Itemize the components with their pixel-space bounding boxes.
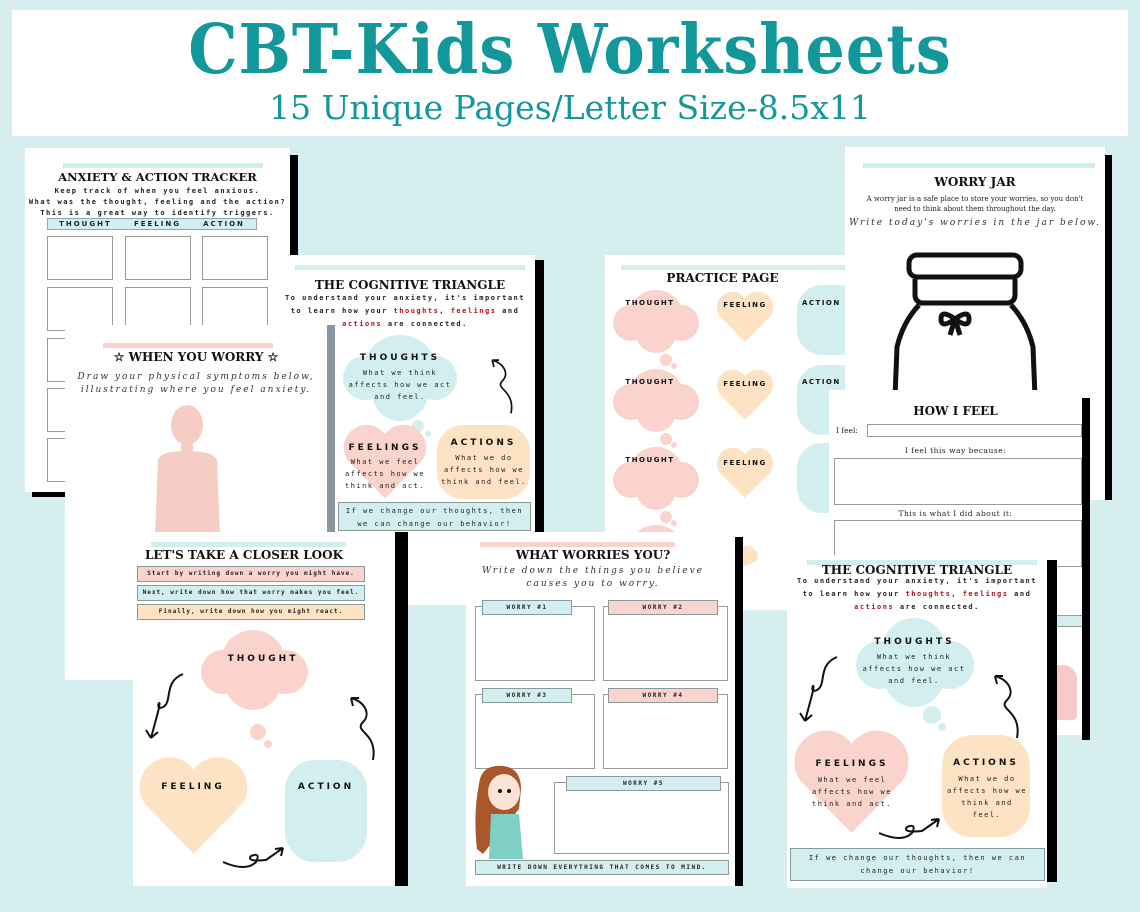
footer-note: If we change our thoughts, then we can change our behavior! — [790, 848, 1045, 881]
page-what-worries-you — [466, 532, 735, 886]
intro-line: to learn how your thoughts, feelings and — [290, 307, 520, 315]
page-title: HOW I FEEL — [913, 404, 998, 418]
tracker-cell[interactable] — [125, 236, 191, 280]
instruction: This is a great way to identify triggers. — [40, 209, 275, 217]
page-shadow — [1047, 560, 1057, 882]
arrow-icon — [797, 655, 847, 725]
feeling-label: FEELING — [723, 459, 767, 467]
feeling-label: FEELING — [161, 782, 225, 792]
thoughts-label: THOUGHTS — [874, 637, 955, 647]
actions-desc: What we do affects how we think and feel. — [946, 775, 1027, 819]
intro-line: To understand your anxiety, it's important — [796, 577, 1037, 585]
title-bar — [621, 265, 850, 270]
page-title: ☆ WHEN YOU WORRY ☆ — [113, 350, 279, 364]
tracker-cell[interactable] — [47, 236, 113, 280]
footer-note: If we change our thoughts, then we can change our behavior! — [338, 502, 531, 531]
page-cognitive-triangle-2 — [787, 555, 1047, 888]
title-bar — [480, 542, 675, 547]
arrow-icon — [485, 355, 520, 415]
action-label: ACTION — [802, 378, 841, 386]
tracker-cell[interactable] — [202, 236, 268, 280]
instruction: illustrating where you feel anxiety. — [80, 385, 312, 395]
instruction: What was the thought, feeling and the action? — [28, 198, 287, 206]
actions-desc: What we do affects how we think and feel. — [441, 454, 527, 486]
thoughts-label: THOUGHTS — [359, 353, 441, 363]
because-input[interactable] — [834, 458, 1082, 505]
feelings-label: FEELINGS — [815, 759, 889, 769]
i-feel-label: I feel: — [836, 426, 858, 435]
page-shadow — [1104, 155, 1112, 500]
worry-box-5[interactable] — [554, 782, 729, 854]
page-title: PRACTICE PAGE — [666, 271, 779, 285]
action-label: ACTION — [802, 299, 841, 307]
thought-label: THOUGHT — [227, 654, 299, 664]
action-blob — [285, 760, 367, 862]
feeling-heart-icon — [710, 363, 780, 423]
step-2: Next, write down how that worry makes you feel. — [137, 585, 365, 601]
feeling-heart-icon — [710, 441, 780, 501]
column-action: ACTION — [203, 220, 245, 228]
feeling-label: FEELING — [723, 380, 767, 388]
title-bar — [863, 163, 1095, 168]
thought-cloud-icon — [198, 627, 318, 747]
worry-label-1: WORRY #1 — [482, 600, 572, 615]
worry-box-3[interactable] — [475, 694, 595, 769]
feeling-label: FEELING — [723, 301, 767, 309]
step-1: Start by writing down a worry you might have. — [137, 566, 365, 582]
page-title: THE COGNITIVE TRIANGLE — [314, 278, 506, 292]
banner — [12, 10, 1128, 136]
worry-box-4[interactable] — [603, 694, 728, 769]
actions-label: ACTIONS — [450, 438, 517, 448]
girl-illustration — [471, 764, 531, 859]
instruction: causes you to worry. — [526, 579, 660, 589]
worry-label-5: WORRY #5 — [566, 776, 721, 791]
thoughts-desc: What we think affects how we act and feel. — [862, 653, 966, 685]
worry-box-2[interactable] — [603, 606, 728, 681]
feelings-desc: What we feel affects how we think and act. — [344, 458, 425, 490]
column-feeling: FEELING — [133, 220, 181, 228]
action-label: ACTION — [297, 782, 355, 792]
worry-label-3: WORRY #3 — [482, 688, 572, 703]
instruction: Draw your physical symptoms below, — [77, 372, 315, 382]
feelings-desc: What we feel affects how we think and act. — [811, 776, 892, 808]
thought-label: THOUGHT — [625, 378, 675, 386]
description: A worry jar is a safe place to store your worries, so you don't need to think about them throughout the day. — [866, 195, 1084, 213]
instruction: Write today's worries in the jar below. — [849, 218, 1101, 228]
arrow-icon — [343, 692, 383, 762]
intro-line: actions are connected. — [854, 603, 980, 611]
did-label: This is what I did about it: — [898, 509, 1013, 518]
column-thought: THOUGHT — [59, 220, 112, 228]
footer-note: WRITE DOWN EVERYTHING THAT COMES TO MIND. — [475, 860, 729, 875]
body-silhouette-icon — [150, 405, 225, 535]
page-title: ANXIETY & ACTION TRACKER — [58, 170, 257, 184]
arrow-icon — [877, 813, 947, 843]
thought-label: THOUGHT — [625, 299, 675, 307]
page-title: THE COGNITIVE TRIANGLE — [821, 563, 1013, 577]
intro-line: to learn how your thoughts, feelings and — [802, 590, 1032, 598]
arrow-icon — [143, 672, 193, 742]
arrow-icon — [221, 842, 291, 872]
i-feel-input[interactable] — [867, 424, 1082, 437]
title-bar — [295, 265, 525, 270]
title-bar — [103, 343, 273, 348]
thoughts-desc: What we think affects how we act and feel. — [348, 369, 452, 401]
banner-subtitle: 15 Unique Pages/Letter Size-8.5x11 — [269, 88, 871, 127]
page-title: WHAT WORRIES YOU? — [515, 548, 671, 562]
page-closer-look — [133, 532, 395, 886]
column-header — [47, 218, 257, 230]
thought-label: THOUGHT — [625, 456, 675, 464]
page-shadow — [395, 532, 408, 886]
instruction: Keep track of when you feel anxious. — [54, 187, 261, 195]
title-bar — [63, 163, 263, 168]
page-title: LET'S TAKE A CLOSER LOOK — [144, 548, 344, 562]
jar-icon — [885, 247, 1045, 397]
because-label: I feel this way because: — [904, 446, 1007, 455]
page-title: WORRY JAR — [934, 175, 1016, 189]
banner-title: CBT-Kids Worksheets — [188, 9, 952, 90]
worry-box-1[interactable] — [475, 606, 595, 681]
page-shadow — [735, 537, 743, 886]
worry-label-2: WORRY #2 — [608, 600, 718, 615]
step-3: Finally, write down how you might react. — [137, 604, 365, 620]
title-bar — [151, 542, 346, 547]
intro-line: To understand your anxiety, it's important — [284, 294, 525, 302]
worry-label-4: WORRY #4 — [608, 688, 718, 703]
feelings-label: FEELINGS — [348, 443, 422, 453]
action-blob — [797, 285, 850, 355]
page-shadow — [1082, 398, 1090, 740]
actions-label: ACTIONS — [953, 758, 1019, 768]
intro-line: actions are connected. — [342, 320, 468, 328]
arrow-icon — [987, 670, 1027, 740]
feeling-heart-icon — [710, 285, 780, 345]
instruction: Write down the things you believe — [481, 566, 705, 576]
